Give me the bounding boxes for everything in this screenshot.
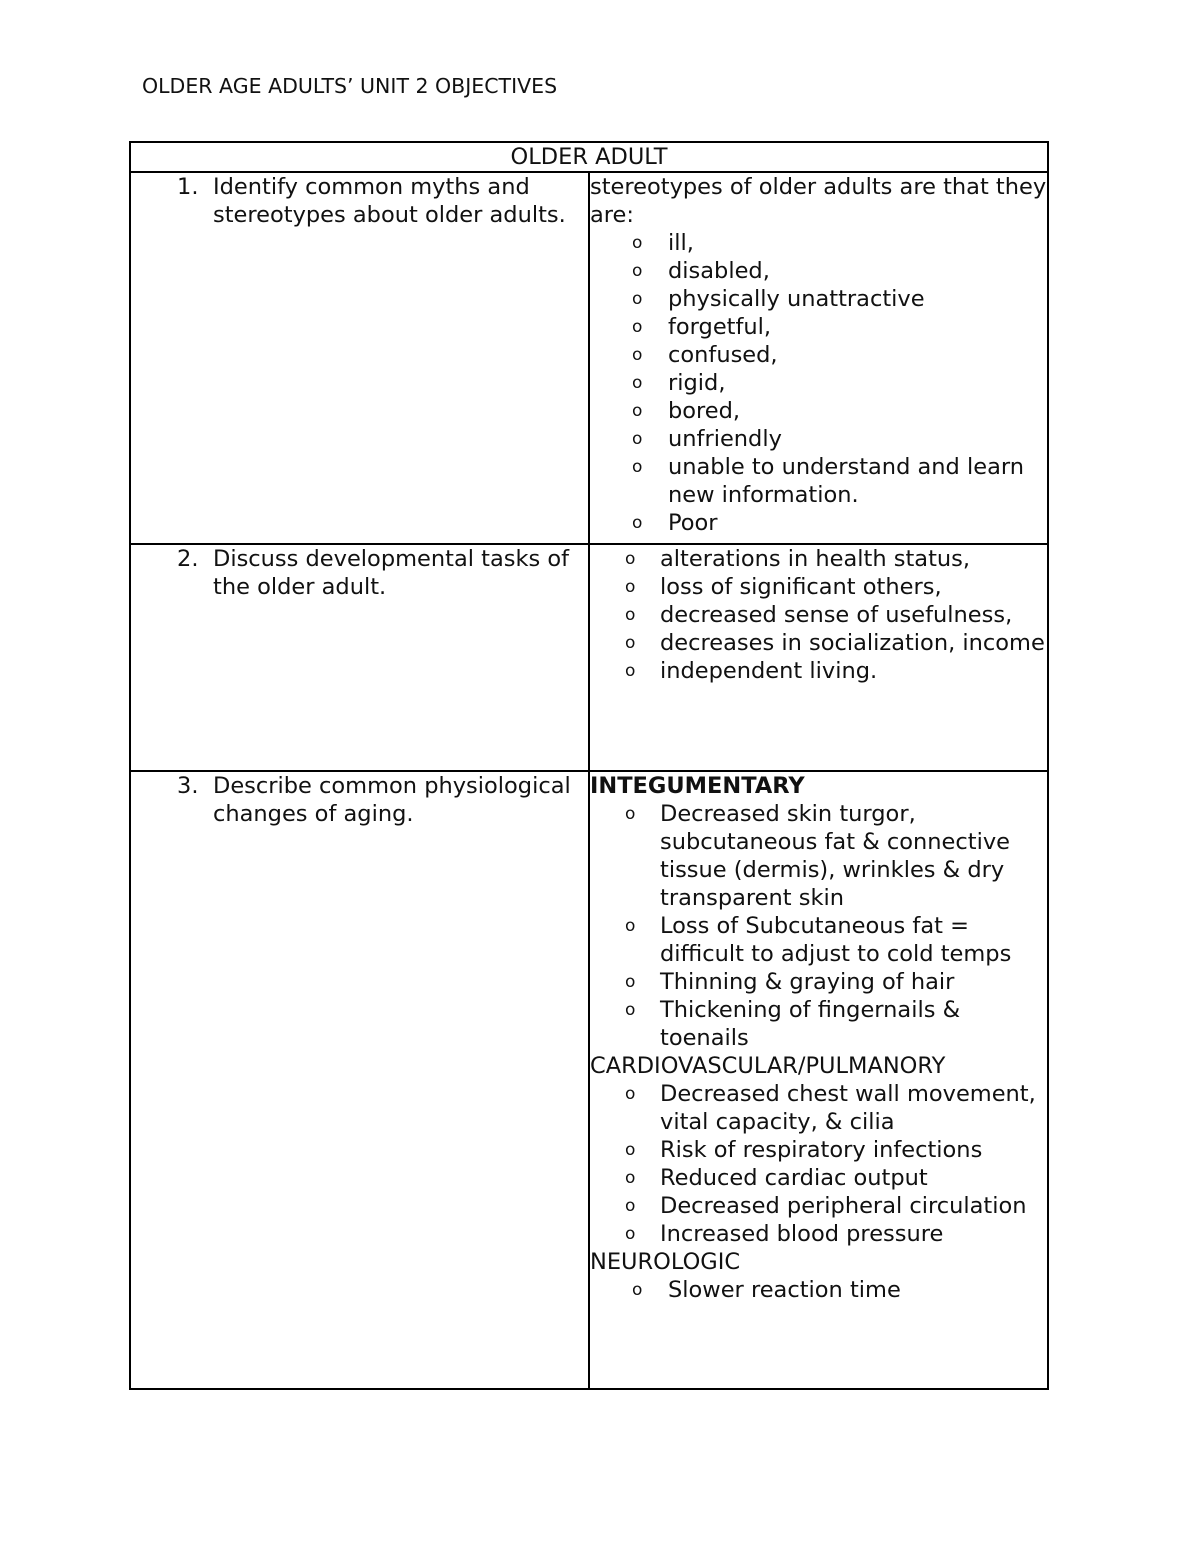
list-item: o unable to understand and learn new information.: [632, 454, 1024, 508]
table-header: OLDER ADULT: [130, 142, 1048, 172]
objective-number: 2.: [177, 546, 199, 572]
hollow-circle-bullet-icon: o: [625, 916, 636, 936]
hollow-circle-bullet-icon: o: [632, 457, 643, 477]
objective-text: [131, 173, 588, 229]
hollow-circle-bullet-icon: o: [632, 345, 643, 365]
answer-cell: [589, 771, 1048, 1389]
hollow-circle-bullet-icon: o: [625, 661, 636, 681]
hollow-circle-bullet-icon: o: [632, 1280, 643, 1300]
hollow-circle-bullet-icon: o: [632, 401, 643, 421]
document-title: OLDER AGE ADULTS’ UNIT 2 OBJECTIVES: [142, 74, 558, 98]
objective-text: [131, 545, 588, 601]
list-item: o disabled,: [632, 258, 770, 284]
list-item: o unfriendly: [632, 426, 782, 452]
hollow-circle-bullet-icon: o: [625, 972, 636, 992]
list-item: o loss of significant others,: [625, 574, 942, 600]
list-item: o Slower reaction time: [632, 1277, 901, 1303]
list-item: o bored,: [632, 398, 741, 424]
objectives-table: [129, 141, 1049, 1390]
hollow-circle-bullet-icon: o: [625, 1224, 636, 1244]
list-item: o independent living.: [625, 658, 878, 684]
hollow-circle-bullet-icon: o: [625, 605, 636, 625]
table-row: [130, 771, 1048, 1389]
hollow-circle-bullet-icon: o: [625, 577, 636, 597]
objective-label: Discuss developmental tasks of the older adult.: [213, 546, 570, 600]
hollow-circle-bullet-icon: o: [632, 373, 643, 393]
answer-intro: stereotypes of older adults are that they are:: [590, 174, 1047, 228]
hollow-circle-bullet-icon: o: [632, 513, 643, 533]
table-row: [130, 172, 1048, 544]
cardiovascular-list: [590, 1080, 1047, 1248]
answer-cell: [589, 544, 1048, 771]
objective-label: Identify common myths and stereotypes about older adults.: [213, 174, 566, 228]
list-item: o Thickening of fingernails & toenails: [625, 997, 961, 1051]
section-heading-integumentary: INTEGUMENTARY: [590, 773, 805, 799]
hollow-circle-bullet-icon: o: [625, 633, 636, 653]
objective-cell: [130, 544, 589, 771]
list-item: o rigid,: [632, 370, 726, 396]
hollow-circle-bullet-icon: o: [632, 261, 643, 281]
objective-cell: [130, 172, 589, 544]
list-item: o decreased sense of usefulness,: [625, 602, 1013, 628]
list-item: o Risk of respiratory infections: [625, 1137, 983, 1163]
list-item: o Reduced cardiac output: [625, 1165, 928, 1191]
hollow-circle-bullet-icon: o: [625, 1168, 636, 1188]
stereotype-list: [590, 229, 1047, 537]
hollow-circle-bullet-icon: o: [625, 1140, 636, 1160]
list-item: o Decreased chest wall movement, vital capacity, & cilia: [625, 1081, 1036, 1135]
table-header-row: [130, 142, 1048, 172]
hollow-circle-bullet-icon: o: [625, 804, 636, 824]
objective-number: 3.: [177, 773, 199, 799]
list-item: o ill,: [632, 230, 694, 256]
list-item: o physically unattractive: [632, 286, 925, 312]
section-heading-cardiovascular: CARDIOVASCULAR/PULMANORY: [590, 1053, 946, 1079]
answer-cell: [589, 172, 1048, 544]
list-item: o Loss of Subcutaneous fat = difficult to adjust to cold temps: [625, 913, 1012, 967]
list-item: o Decreased skin turgor, subcutaneous fat & connective tissue (dermis), wrinkles & dry transparent skin: [625, 801, 1010, 911]
neurologic-list: [590, 1276, 1047, 1304]
hollow-circle-bullet-icon: o: [625, 1196, 636, 1216]
list-item: o Increased blood pressure: [625, 1221, 944, 1247]
list-item: o decreases in socialization, income: [625, 630, 1045, 656]
list-item: o Decreased peripheral circulation: [625, 1193, 1027, 1219]
objective-cell: [130, 771, 589, 1389]
list-item: o alterations in health status,: [625, 546, 971, 572]
hollow-circle-bullet-icon: o: [632, 233, 643, 253]
integumentary-list: [590, 800, 1047, 1052]
list-item: o confused,: [632, 342, 778, 368]
hollow-circle-bullet-icon: o: [632, 317, 643, 337]
hollow-circle-bullet-icon: o: [625, 1084, 636, 1104]
hollow-circle-bullet-icon: o: [625, 1000, 636, 1020]
section-heading-neurologic: NEUROLOGIC: [590, 1249, 741, 1275]
developmental-task-list: [590, 545, 1047, 685]
objective-number: 1.: [177, 174, 199, 200]
list-item: o Poor: [632, 510, 718, 536]
hollow-circle-bullet-icon: o: [632, 289, 643, 309]
objective-label: Describe common physiological changes of aging.: [213, 773, 571, 827]
hollow-circle-bullet-icon: o: [625, 549, 636, 569]
list-item: o Thinning & graying of hair: [625, 969, 955, 995]
hollow-circle-bullet-icon: o: [632, 429, 643, 449]
list-item: o forgetful,: [632, 314, 772, 340]
objective-text: [131, 772, 588, 828]
table-row: [130, 544, 1048, 771]
